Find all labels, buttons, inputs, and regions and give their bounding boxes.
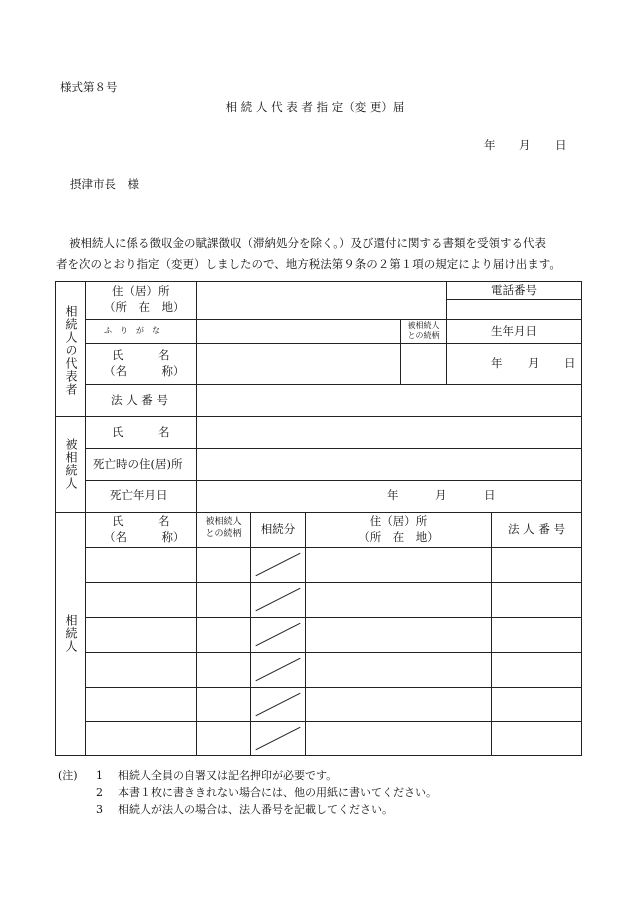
heirs-section-label: 相続人 xyxy=(64,614,78,653)
heir-row-5-address[interactable] xyxy=(306,688,491,721)
death-date-label: 死亡年月日 xyxy=(110,488,168,502)
share-slash xyxy=(255,553,300,577)
rep-address-field[interactable] xyxy=(198,282,445,318)
rep-name-label-1: 氏 名 xyxy=(112,348,170,362)
heirs-col-address-2: （所 在 地） xyxy=(358,530,439,544)
birthdate-label: 生年月日 xyxy=(491,324,537,338)
share-slash xyxy=(255,658,300,682)
birth-year-label: 年 xyxy=(491,356,503,370)
rep-relation-field[interactable] xyxy=(401,344,445,383)
date-day-label: 日 xyxy=(555,138,567,152)
decedent-address-label: 死亡時の住(居)所 xyxy=(93,457,183,471)
notes-prefix: (注) xyxy=(58,769,78,782)
representative-section-label: 相続人の代表者 xyxy=(64,305,78,396)
heir-row-3-name[interactable] xyxy=(86,618,196,652)
furigana-label: ふ り が な xyxy=(104,326,160,335)
addressee: 摂津市長 様 xyxy=(70,177,139,191)
decedent-section-label: 被相続人 xyxy=(64,438,78,490)
decedent-name-field[interactable] xyxy=(198,417,580,447)
note-number: 1 xyxy=(96,769,103,782)
note-text: 相続人が法人の場合は、法人番号を記載してください。 xyxy=(118,803,393,816)
decedent-address-field[interactable] xyxy=(198,449,580,479)
rep-relation-label-2: との続柄 xyxy=(407,331,440,340)
share-slash xyxy=(255,727,300,751)
share-slash xyxy=(255,693,300,717)
date-year-label: 年 xyxy=(484,138,496,152)
rep-corp-no-label: 法 人 番 号 xyxy=(111,393,168,407)
intro-line-1: 被相続人に係る徴収金の賦課徴収（滞納処分を除く。）及び還付に関する書類を受領する代表 xyxy=(69,236,547,250)
decedent-name-label: 氏 名 xyxy=(112,425,170,439)
note-item xyxy=(96,784,437,801)
date-month-label: 月 xyxy=(519,138,531,152)
heir-row-6-address[interactable] xyxy=(306,722,491,755)
phone-field[interactable] xyxy=(447,300,581,318)
death-day-label: 日 xyxy=(484,488,496,502)
birth-day-label: 日 xyxy=(564,356,576,370)
share-slash xyxy=(255,623,300,647)
heir-row-1-address[interactable] xyxy=(306,548,491,582)
rep-relation-label-1: 被相続人 xyxy=(407,321,440,330)
form-number: 様式第８号 xyxy=(60,80,118,94)
heirs-col-relation-2: との続柄 xyxy=(205,529,242,539)
heirs-col-name-1: 氏 名 xyxy=(112,514,170,528)
heirs-col-address-1: 住（居）所 xyxy=(369,514,428,528)
heir-row-5-name[interactable] xyxy=(86,688,196,721)
phone-label: 電話番号 xyxy=(491,283,537,297)
heir-row-4-name[interactable] xyxy=(86,653,196,687)
heir-row-2-name[interactable] xyxy=(86,583,196,617)
note-number: 2 xyxy=(96,786,103,799)
heirs-col-name-2: （名 称） xyxy=(104,530,185,544)
heir-row-4-address[interactable] xyxy=(306,653,491,687)
heir-row-1-name[interactable] xyxy=(86,548,196,582)
death-year-label: 年 xyxy=(387,488,399,502)
note-number: 3 xyxy=(96,803,103,816)
heirs-col-share: 相続分 xyxy=(260,522,296,536)
death-month-label: 月 xyxy=(435,488,447,502)
rep-name-field[interactable] xyxy=(198,344,398,383)
birth-month-label: 月 xyxy=(528,356,540,370)
note-text: 相続人全員の自署又は記名押印が必要です。 xyxy=(118,769,338,782)
rep-name-label-2: （名 称） xyxy=(104,364,185,378)
intro-paragraph xyxy=(56,233,584,275)
share-slash xyxy=(255,588,300,612)
heir-row-3-address[interactable] xyxy=(306,618,491,652)
heirs-col-relation-1: 被相続人 xyxy=(205,517,242,527)
intro-line-2: 者を次のとおり指定（変更）しましたので、地方税法第９条の２第１項の規定により届け出ます。 xyxy=(56,257,561,271)
rep-address-label-1: 住（居）所 xyxy=(112,284,170,298)
heir-row-2-address[interactable] xyxy=(306,583,491,617)
form-title: 相 続 人 代 表 者 指 定（変 更）届 xyxy=(225,100,405,114)
rep-address-label-2: （所 在 地） xyxy=(104,300,185,314)
note-item xyxy=(96,767,337,784)
rep-corp-no-field[interactable] xyxy=(198,385,580,415)
heirs-col-corp-no: 法 人 番 号 xyxy=(508,522,565,536)
furigana-field[interactable] xyxy=(198,320,398,342)
heir-row-6-name[interactable] xyxy=(86,722,196,755)
note-item xyxy=(96,801,393,818)
note-text: 本書１枚に書ききれない場合には、他の用紙に書いてください。 xyxy=(118,786,437,799)
